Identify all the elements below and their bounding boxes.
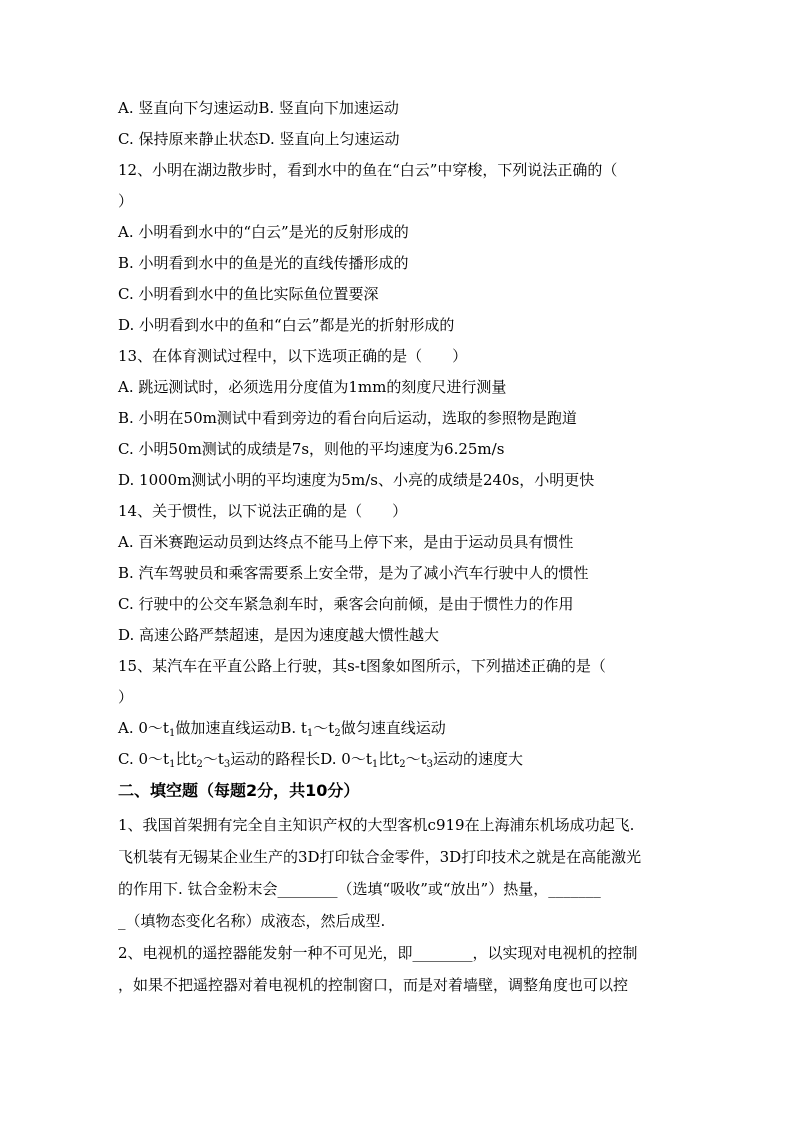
q15-c-sub-5: 2 xyxy=(399,759,406,770)
q14-stem: 14、关于惯性，以下说法正确的是（ ） xyxy=(118,502,408,520)
q15-c-text-6: ～t xyxy=(405,750,427,768)
q13-stem: 13、在体育测试过程中，以下选项正确的是（ ） xyxy=(118,347,468,365)
q15-a-text-2: 做加速直线运动B. t xyxy=(175,719,307,737)
q13-option-d: D. 1000m测试小明的平均速度为5m/s、小亮的成绩是240s，小明更快 xyxy=(118,471,595,489)
q15-c-text-3: ～t xyxy=(202,750,224,768)
q15-stem: 15、某汽车在平直公路上行驶，其s-t图象如图所示，下列描述正确的是（ xyxy=(118,657,606,675)
q12-stem-tail: ） xyxy=(118,192,134,210)
q15-c-sub-1: 1 xyxy=(169,759,176,770)
q15-a-sub-3: 2 xyxy=(334,728,341,739)
q15-c-sub-2: 2 xyxy=(196,759,203,770)
q12-option-d: D. 小明看到水中的鱼和“白云”都是光的折射形成的 xyxy=(118,316,455,334)
q15-c-sub-6: 3 xyxy=(426,759,434,770)
exam-page xyxy=(118,98,678,1007)
fill-q2-line-2: ，如果不把遥控器对着电视机的控制窗口，而是对着墙壁，调整角度也可以控 xyxy=(118,976,629,994)
q12-stem: 12、小明在湖边散步时，看到水中的鱼在“白云”中穿梭，下列说法正确的（ xyxy=(118,161,618,179)
q11-options-cd: C. 保持原来静止状态D. 竖直向上匀速运动 xyxy=(118,130,400,148)
q12-option-b: B. 小明看到水中的鱼是光的直线传播形成的 xyxy=(118,254,409,272)
q12-option-a: A. 小明看到水中的“白云”是光的反射形成的 xyxy=(118,223,409,241)
q15-a-sub-2: 1 xyxy=(306,728,314,739)
fill-q2-line-1: 2、电视机的遥控器能发射一种不可见光，即________，以实现对电视机的控制 xyxy=(118,944,638,962)
fill-q1-line-4: _（填物态变化名称）成液态，然后成型. xyxy=(118,912,386,930)
q14-option-b: B. 汽车驾驶员和乘客需要系上安全带，是为了减小汽车行驶中人的惯性 xyxy=(118,564,589,582)
q15-c-text-2: 比t xyxy=(175,750,197,768)
q15-c-sub-3: 3 xyxy=(223,759,231,770)
q13-option-b: B. 小明在50m测试中看到旁边的看台向后运动，选取的参照物是跑道 xyxy=(118,409,577,427)
q15-a-text-4: 做匀速直线运动 xyxy=(340,719,446,737)
q15-a-text-1: A. 0～t xyxy=(118,719,169,737)
q15-c-text-7: 运动的速度大 xyxy=(433,750,524,768)
fill-q1-line-3: 的作用下. 钛合金粉末会________（选填“吸收”或“放出”）热量，_______ xyxy=(118,880,601,898)
q15-c-sub-4: 1 xyxy=(371,759,379,770)
fill-q1-line-2: 飞机装有无锡某企业生产的3D打印钛合金零件，3D打印技术之就是在高能激光 xyxy=(118,848,642,866)
q13-option-c: C. 小明50m测试的成绩是7s，则他的平均速度为6.25m/s xyxy=(118,440,505,458)
q11-options-ab: A. 竖直向下匀速运动B. 竖直向下加速运动 xyxy=(118,99,399,117)
q15-a-sub-1: 1 xyxy=(168,728,176,739)
q14-option-d: D. 高速公路严禁超速，是因为速度越大惯性越大 xyxy=(118,626,440,644)
q15-c-text-4: 运动的路程长D. 0～t xyxy=(230,750,372,768)
q12-option-c: C. 小明看到水中的鱼比实际鱼位置要深 xyxy=(118,285,379,303)
q14-option-c: C. 行驶中的公交车紧急刹车时，乘客会向前倾，是由于惯性力的作用 xyxy=(118,595,574,613)
fill-in-questions xyxy=(118,815,678,1007)
q15-a-text-3: ～t xyxy=(313,719,335,737)
q15-c-text-1: C. 0～t xyxy=(118,750,170,768)
section-title-fill-in: 二、填空题（每题2分，共10分） xyxy=(118,781,360,800)
q14-option-a: A. 百米赛跑运动员到达终点不能马上停下来，是由于运动员具有惯性 xyxy=(118,533,574,551)
q13-option-a: A. 跳远测试时，必须选用分度值为1mm的刻度尺进行测量 xyxy=(118,378,507,396)
fill-q1-line-1: 1、我国首架拥有完全自主知识产权的大型客机c919在上海浦东机场成功起飞. xyxy=(118,816,635,834)
q15-options-cd xyxy=(118,749,678,780)
q15-stem-tail: ） xyxy=(118,688,134,706)
q15-c-text-5: 比t xyxy=(378,750,400,768)
q15-options-ab xyxy=(118,718,678,749)
